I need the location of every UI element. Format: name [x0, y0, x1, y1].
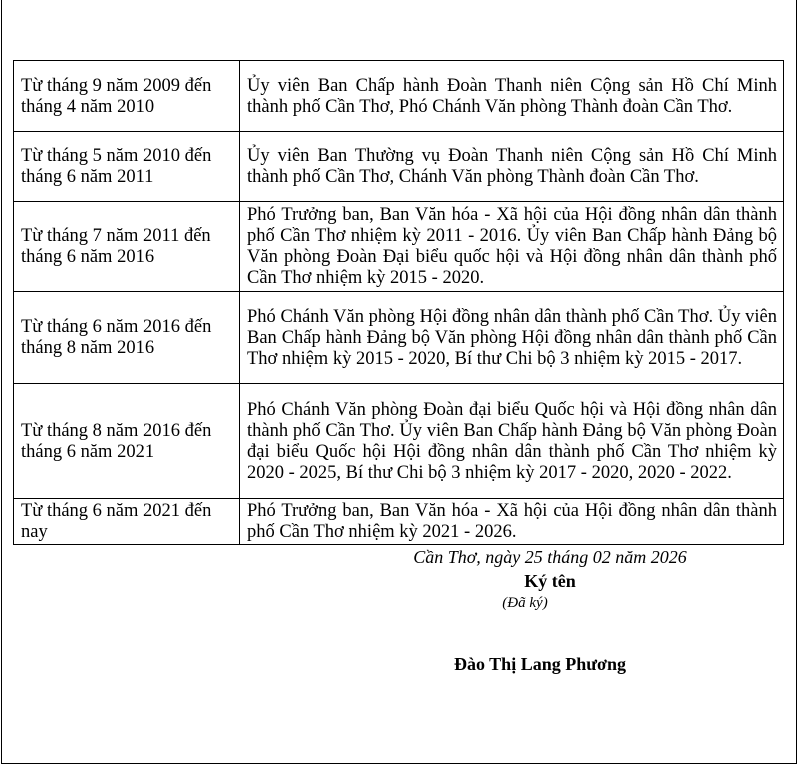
table-row [14, 292, 784, 384]
description-cell: Phó Trưởng ban, Ban Văn hóa - Xã hội của Hội đồng nhân dân thành phố Cần Thơ nhiệm kỳ 2011 - 2016. Ủy viên Ban Chấp hành Đảng bộ Văn phòng Đoàn Đại biểu quốc hội và Hội đồng nhân dân thành phố Cần Thơ nhiệm kỳ 2015 - 2020. [240, 202, 784, 292]
table-row [14, 499, 784, 545]
table-row [14, 384, 784, 499]
description-cell: Ủy viên Ban Thường vụ Đoàn Thanh niên Cộng sản Hồ Chí Minh thành phố Cần Thơ, Chánh Văn phòng Thành đoàn Cần Thơ. [240, 132, 784, 202]
description-cell: Phó Chánh Văn phòng Đoàn đại biểu Quốc hội và Hội đồng nhân dân thành phố Cần Thơ. Ủy viên Ban Chấp hành Đảng bộ Văn phòng Đoàn đại biểu Quốc hội Hội đồng nhân dân thành phố Cần Thơ nhiệm kỳ 2020 - 2025, Bí thư Chi bộ 3 nhiệm kỳ 2017 - 2020, 2020 - 2022. [240, 384, 784, 499]
description-cell: Phó Chánh Văn phòng Hội đồng nhân dân thành phố Cần Thơ. Ủy viên Ban Chấp hành Đảng bộ Văn phòng Hội đồng nhân dân thành phố Cần Thơ nhiệm kỳ 2015 - 2020, Bí thư Chi bộ 3 nhiệm kỳ 2015 - 2017. [240, 292, 784, 384]
table-row [14, 202, 784, 292]
description-cell: Phó Trưởng ban, Ban Văn hóa - Xã hội của Hội đồng nhân dân thành phố Cần Thơ nhiệm kỳ 2021 - 2026. [240, 499, 784, 545]
career-history-table [13, 60, 784, 545]
period-cell: Từ tháng 8 năm 2016 đến tháng 6 năm 2021 [14, 384, 240, 499]
signature-title: Ký tên [524, 571, 576, 591]
period-cell: Từ tháng 9 năm 2009 đến tháng 4 năm 2010 [14, 61, 240, 132]
description-cell: Ủy viên Ban Chấp hành Đoàn Thanh niên Cộng sản Hồ Chí Minh thành phố Cần Thơ, Phó Chánh Văn phòng Thành đoàn Cần Thơ. [240, 61, 784, 132]
table-row [14, 61, 784, 132]
signature-place-date: Cần Thơ, ngày 25 tháng 02 năm 2026 [413, 547, 687, 567]
period-cell: Từ tháng 6 năm 2016 đến tháng 8 năm 2016 [14, 292, 240, 384]
period-cell: Từ tháng 6 năm 2021 đến nay [14, 499, 240, 545]
signatory-name: Đào Thị Lang Phương [454, 654, 626, 674]
period-cell: Từ tháng 5 năm 2010 đến tháng 6 năm 2011 [14, 132, 240, 202]
signature-note: (Đã ký) [502, 595, 548, 611]
table-row [14, 132, 784, 202]
period-cell: Từ tháng 7 năm 2011 đến tháng 6 năm 2016 [14, 202, 240, 292]
